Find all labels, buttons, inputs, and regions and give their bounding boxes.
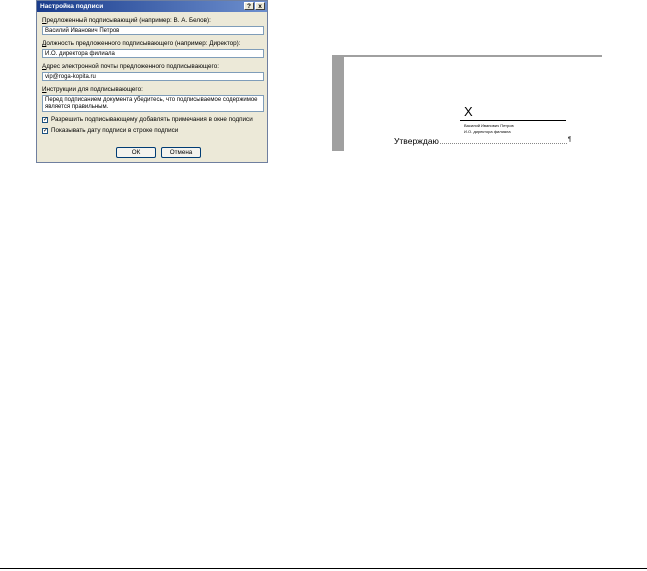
bottom-rule	[0, 568, 647, 569]
title-label: Должность предложенного подписывающего (например: Директор):	[42, 40, 241, 47]
instructions-label: Инструкции для подписывающего:	[42, 86, 143, 93]
document-page[interactable]	[344, 57, 602, 151]
dotted-leader	[440, 143, 567, 144]
email-input[interactable]: vip@roga-kopita.ru	[42, 72, 264, 81]
paragraph-mark: ¶	[568, 137, 572, 143]
dialog-title: Настройка подписи	[40, 3, 104, 10]
show-date-option[interactable]	[42, 127, 178, 134]
cancel-button[interactable]: Отмена	[161, 147, 201, 158]
allow-comments-label: Разрешить подписывающему добавлять примечания в окне подписи	[51, 116, 253, 123]
approve-text: Утверждаю	[394, 136, 439, 146]
document-preview	[332, 55, 602, 151]
help-button[interactable]: ?	[244, 2, 254, 10]
signature-signer-title: И.О. директора филиала	[464, 129, 511, 134]
dialog-titlebar	[37, 1, 267, 12]
show-date-checkbox[interactable]: ✓	[43, 127, 49, 134]
signer-label: Предложенный подписывающий (например: В. А. Белов):	[42, 17, 211, 24]
signer-input[interactable]: Василий Иванович Петров	[42, 26, 264, 35]
allow-comments-option[interactable]	[42, 116, 253, 123]
allow-comments-checkbox[interactable]: ✓	[43, 116, 49, 123]
signature-line[interactable]	[460, 120, 566, 121]
close-button[interactable]: x	[255, 2, 265, 10]
show-date-label: Показывать дату подписи в строке подписи	[51, 127, 179, 134]
signature-setup-dialog	[36, 0, 268, 163]
ok-button[interactable]: ОК	[116, 147, 156, 158]
signature-x-mark: X	[464, 104, 473, 119]
signature-signer-name: Василий Иванович Петров	[464, 123, 514, 128]
title-input[interactable]: И.О. директора филиала	[42, 49, 264, 58]
email-label: Адрес электронной почты предложенного подписывающего:	[42, 63, 219, 70]
instructions-textarea[interactable]: Перед подписанием документа убедитесь, что подписываемое содержимое является правильным.	[42, 95, 264, 112]
